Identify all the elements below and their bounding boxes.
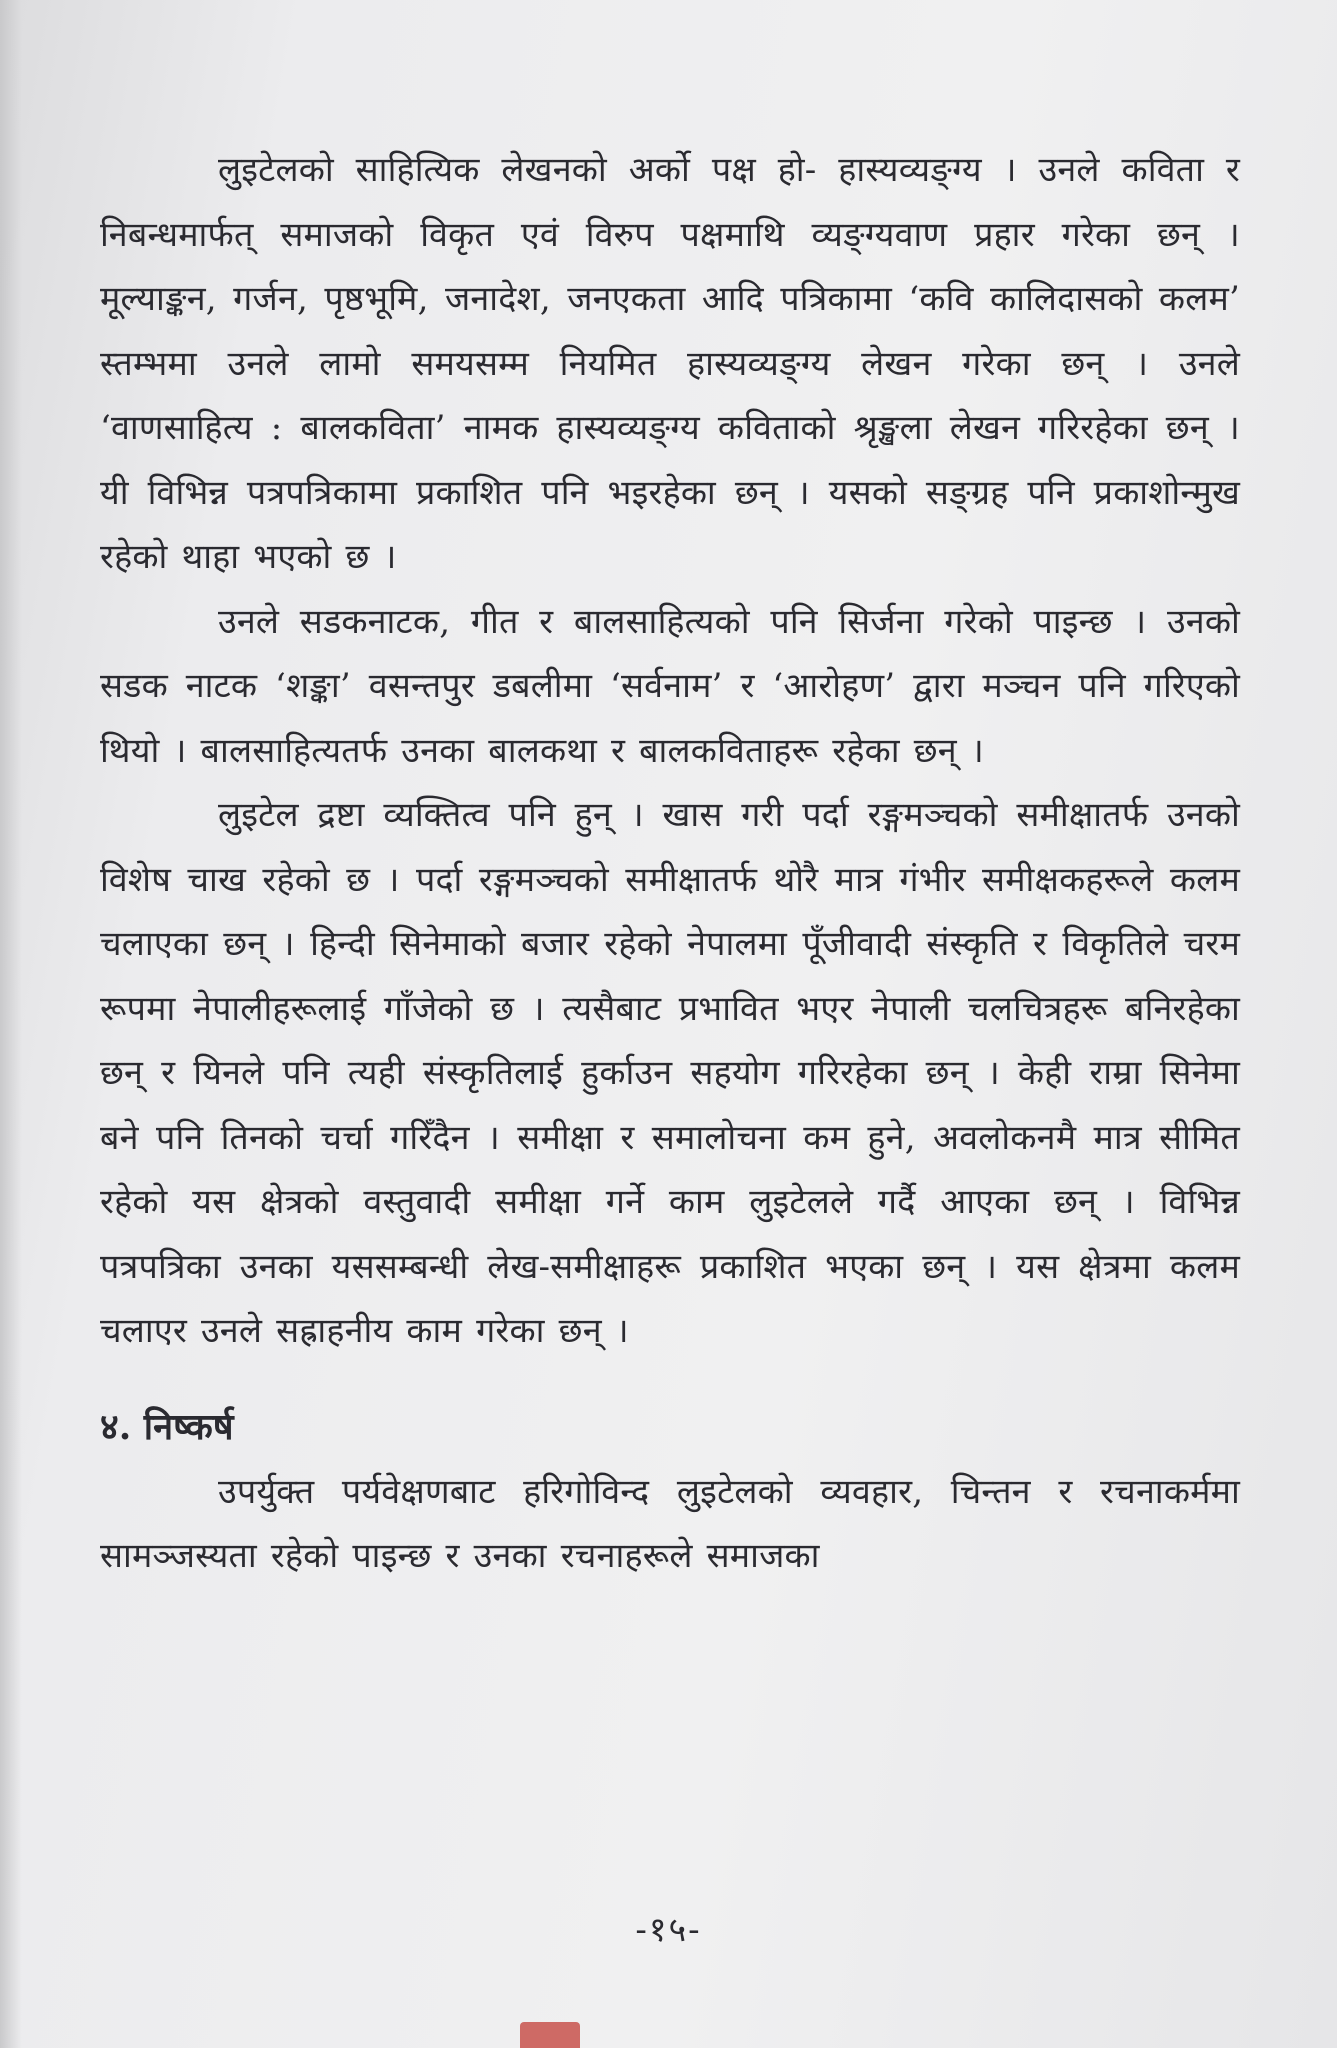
paragraph-conclusion: उपर्युक्त पर्यवेक्षणबाट हरिगोविन्द लुइटेलको व्यवहार, चिन्तन र रचनाकर्ममा सामञ्जस्यता रहेको पाइन्छ र उनका रचनाहरूले समाजका <box>100 1471 1240 1576</box>
page-shadow-edge <box>0 0 22 2048</box>
page-number: -१५- <box>635 1910 702 1950</box>
paragraph-street-drama: उनले सडकनाटक, गीत र बालसाहित्यको पनि सिर्जना गरेको पाइन्छ । उनको सडक नाटक ‘शङ्का’ वसन्तपुर डबलीमा ‘सर्वनाम’ र ‘आरोहण’ द्वारा मञ्चन पनि गरिएको थियो । बालसाहित्यतर्फ उनका बालकथा र बालकविताहरू रहेका छन् । <box>100 601 1240 771</box>
paragraph-humor-satire: लुइटेलको साहित्यिक लेखनको अर्को पक्ष हो- हास्यव्यङ्ग्य । उनले कविता र निबन्धमार्फत् समाजको विकृत एवं विरुप पक्षमाथि व्यङ्ग्यवाण प्रहार गरेका छन् । मूल्याङ्कन, गर्जन, पृष्ठभूमि, जनादेश, जनएकता आदि पत्रिकामा ‘कवि कालिदासको कलम’ स्तम्भमा उनले लामो समयसम्म नियमित हास्यव्यङ्ग्य लेखन गरेका छन् । उनले ‘वाणसाहित्य : बालकविता’ नामक हास्यव्यङ्ग्य कविताको श्रृङ्खला लेखन गरिरहेका छन् । यी विभिन्न पत्रपत्रिकामा प्रकाशित पनि भइरहेका छन् । यसको सङ्ग्रह पनि प्रकाशोन्मुख रहेको थाहा भएको छ । <box>100 150 1240 577</box>
paragraph-film-criticism: लुइटेल द्रष्टा व्यक्तित्व पनि हुन् । खास गरी पर्दा रङ्गमञ्चको समीक्षातर्फ उनको विशेष चाख रहेको छ । पर्दा रङ्गमञ्चको समीक्षातर्फ थोरै मात्र गंभीर समीक्षकहरूले कलम चलाएका छन् । हिन्दी सिनेमाको बजार रहेको नेपालमा पूँजीवादी संस्कृति र विकृतिले चरम रूपमा नेपालीहरूलाई गाँजेको छ । त्यसैबाट प्रभावित भएर नेपाली चलचित्रहरू बनिरहेका छन् र यिनले पनि त्यही संस्कृतिलाई हुर्काउन सहयोग गरिरहेका छन् । केही राम्रा सिनेमा बने पनि तिनको चर्चा गरिँदैन । समीक्षा र समालोचना कम हुने, अवलोकनमै मात्र सीमित रहेको यस क्षेत्रको वस्तुवादी समीक्षा गर्ने काम लुइटेलले गर्दै आएका छन् । विभिन्न पत्रपत्रिका उनका यससम्बन्धी लेख-समीक्षाहरू प्रकाशित भएका छन् । यस क्षेत्रमा कलम चलाएर उनले सह्राहनीय काम गरेका छन् । <box>100 795 1240 1351</box>
body-text <box>100 138 1240 1589</box>
section-heading-conclusion: ४. निष्कर्ष <box>100 1405 234 1448</box>
bookmark-ribbon <box>520 2022 580 2048</box>
